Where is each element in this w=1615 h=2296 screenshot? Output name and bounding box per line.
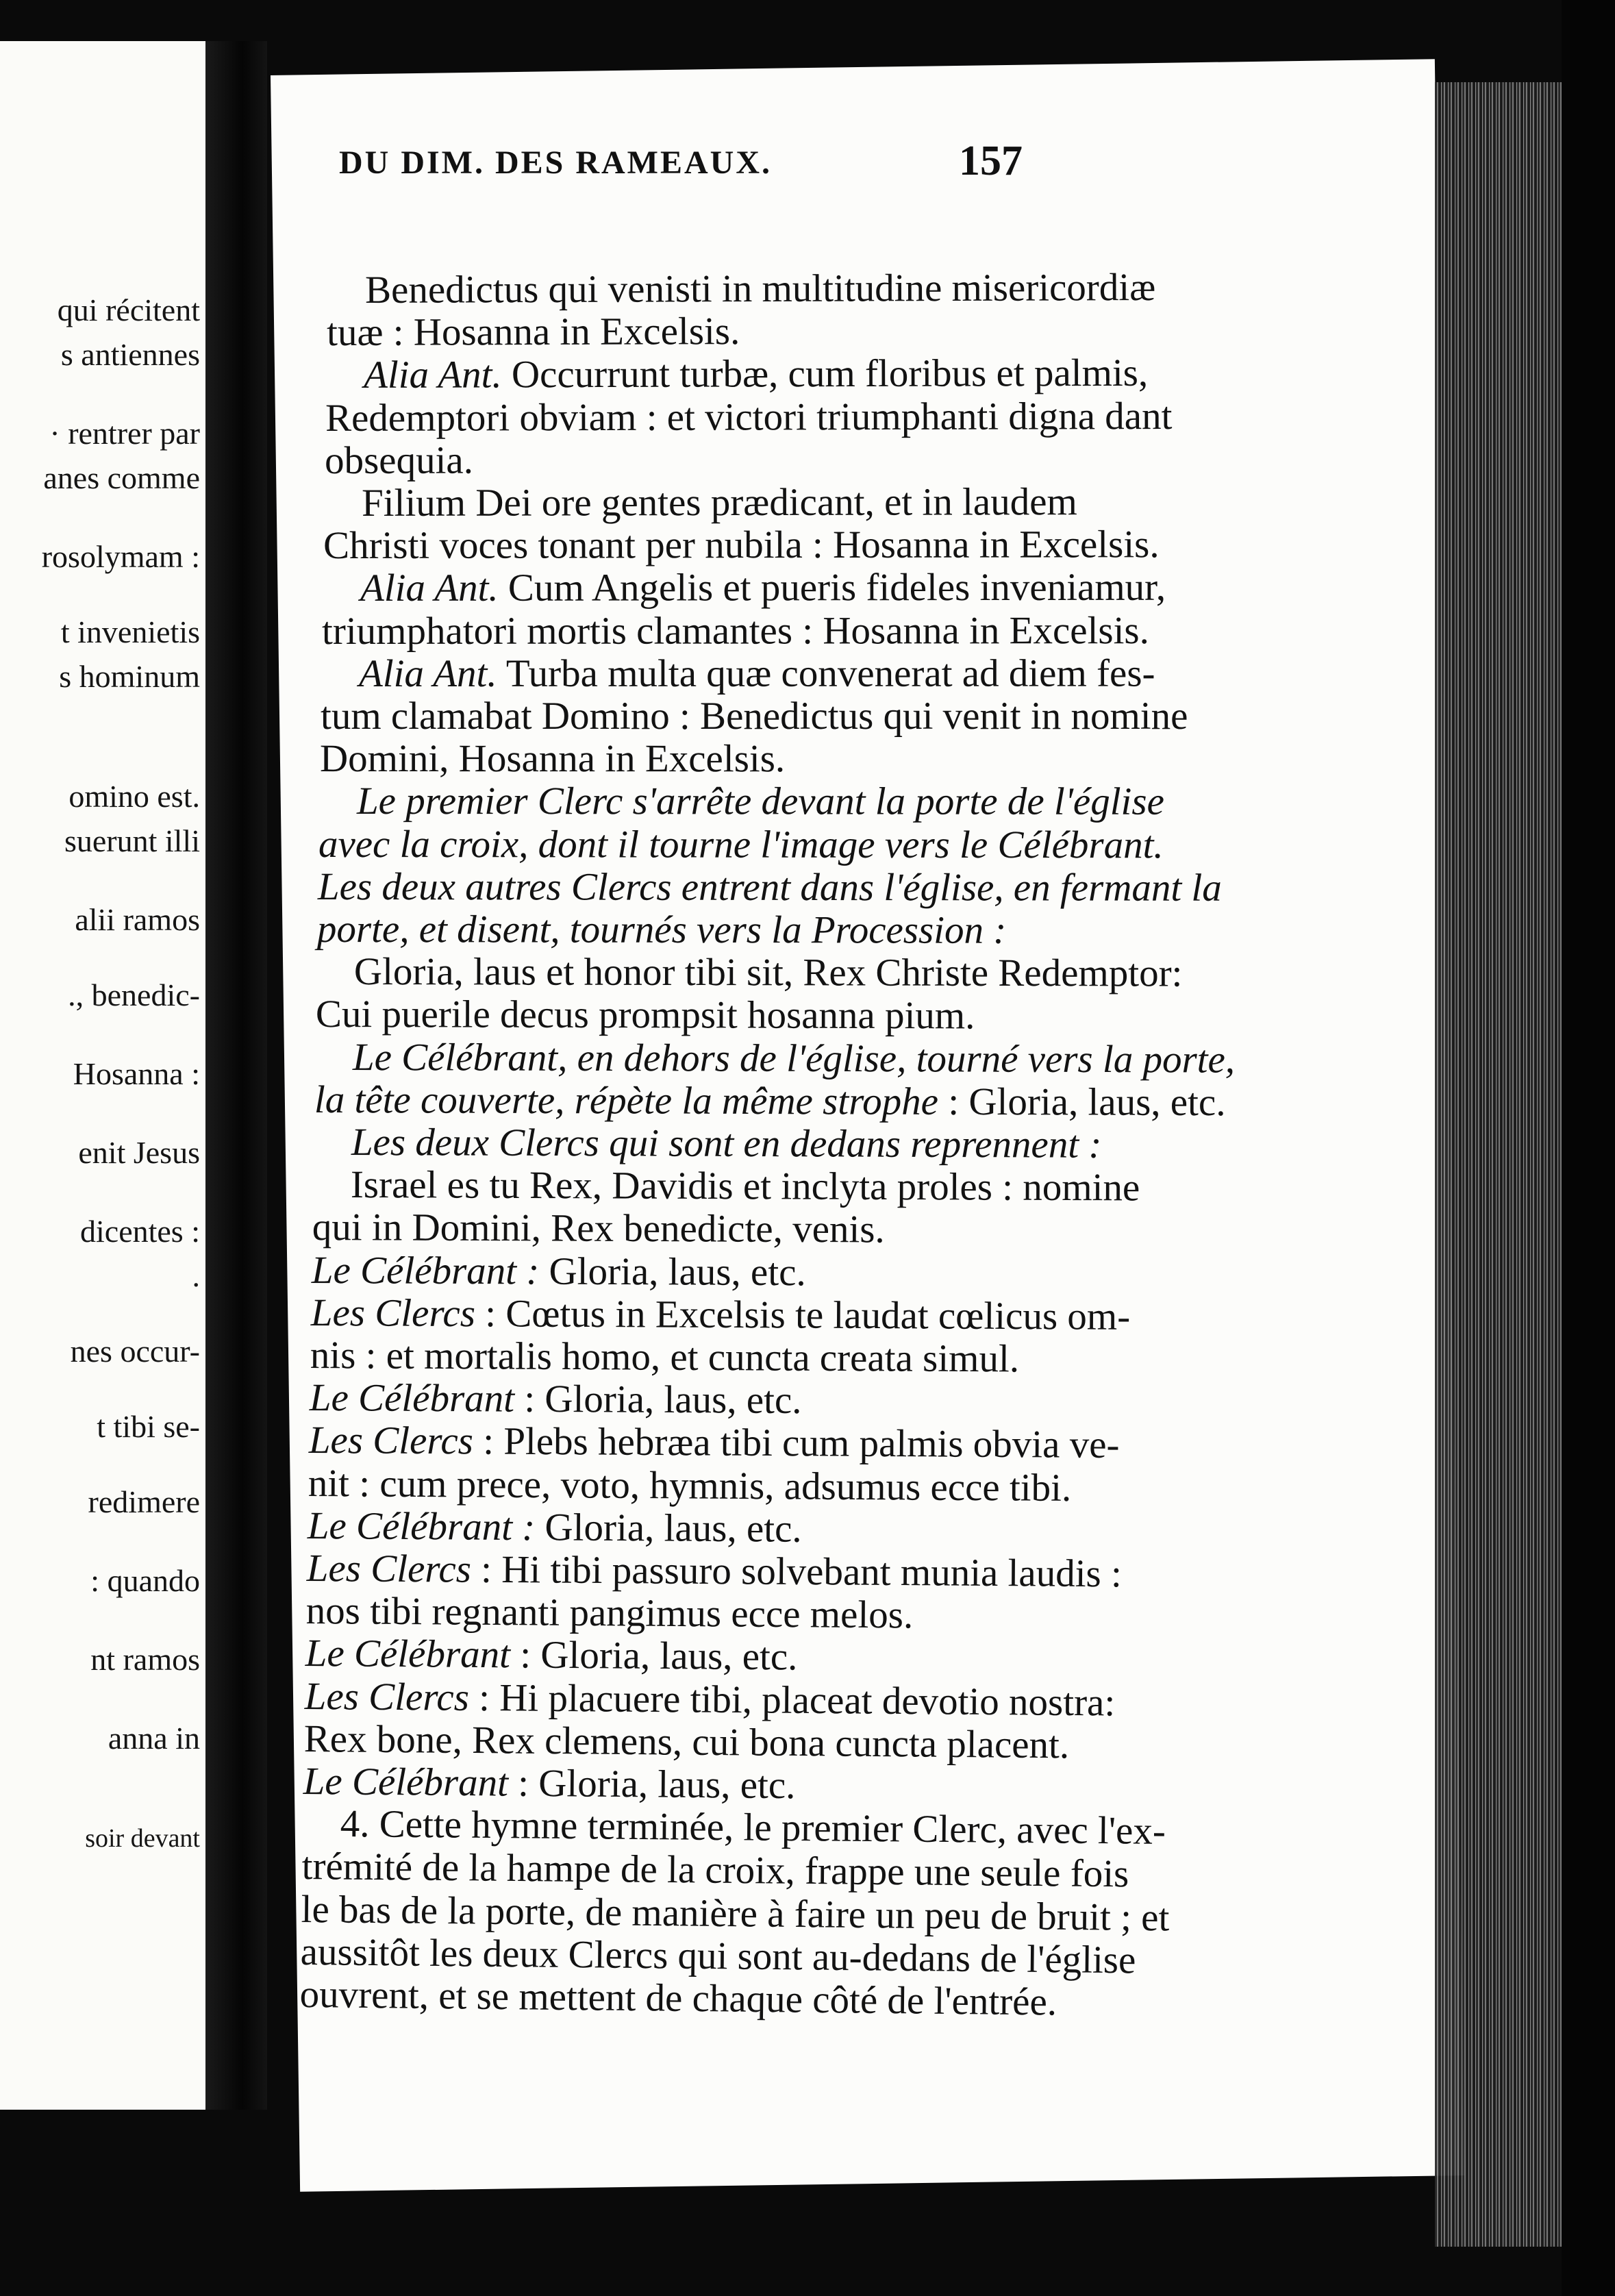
rubric-label: la tête couverte, répète la même strophe bbox=[314, 1077, 939, 1123]
text-line bbox=[351, 1123, 1102, 1164]
text-line bbox=[309, 1376, 802, 1423]
left-page-line: nt ramos bbox=[90, 1642, 200, 1677]
rubric-label: Le Célébrant : bbox=[311, 1248, 540, 1293]
text-line bbox=[312, 1208, 885, 1249]
text-line bbox=[317, 910, 1006, 950]
line-text: tuæ : Hosanna in Excelsis. bbox=[326, 310, 740, 355]
text-line bbox=[303, 1760, 796, 1808]
left-page-line: suerunt illi bbox=[64, 823, 200, 858]
left-page-line: s hominum bbox=[59, 659, 200, 694]
left-page-line: : quando bbox=[90, 1563, 200, 1598]
left-page-line: nes occur- bbox=[70, 1334, 200, 1369]
text-line bbox=[324, 438, 474, 482]
rubric-label: Le premier Clerc s'arrête devant la porte de l'église bbox=[356, 779, 1164, 824]
text-line bbox=[364, 353, 1148, 395]
text-line bbox=[321, 697, 1188, 736]
text-line bbox=[301, 1887, 1170, 1939]
line-text: Cum Angelis et pueris fideles inveniamur, bbox=[498, 566, 1166, 610]
rubric-label: Alia Ant. bbox=[358, 651, 497, 695]
line-text: le bas de la porte, de manière à faire un peu de bruit ; et bbox=[301, 1887, 1170, 1939]
line-text: Occurrunt turbæ, cum floribus et palmis, bbox=[501, 351, 1149, 397]
left-page-line: alii ramos bbox=[75, 902, 200, 937]
left-page-line: ., benedic- bbox=[68, 977, 200, 1012]
line-text: Gloria, laus et honor tibi sit, Rex Christe Redemptor: bbox=[353, 950, 1183, 995]
text-line bbox=[323, 523, 1160, 568]
rubric-label: Le Célébrant bbox=[305, 1632, 511, 1677]
left-page bbox=[0, 41, 208, 2110]
rubric-label: Les deux autres Clercs entrent dans l'église, en fermant la bbox=[317, 864, 1222, 910]
rubric-label: Le Célébrant, en dehors de l'église, tourné vers la porte, bbox=[352, 1035, 1236, 1082]
text-line bbox=[310, 1290, 1131, 1338]
text-line bbox=[306, 1547, 1123, 1596]
text-line bbox=[317, 864, 1222, 910]
text-line bbox=[304, 1674, 1116, 1725]
left-page-line: rosolymam : bbox=[41, 539, 200, 574]
text-line bbox=[362, 482, 1077, 523]
text-line bbox=[303, 1717, 1070, 1767]
line-text: : Hi tibi passuro solvebant munia laudis : bbox=[471, 1547, 1123, 1596]
line-text: Cui puerile decus prompsit hosanna pium. bbox=[315, 993, 975, 1038]
left-page-line: · rentrer par bbox=[49, 416, 200, 451]
text-line bbox=[301, 1845, 1129, 1896]
rubric-label: Le Célébrant : bbox=[307, 1503, 536, 1549]
text-line bbox=[360, 568, 1166, 608]
line-text: tum clamabat Domino : Benedictus qui venit in nomine bbox=[321, 695, 1188, 738]
line-text: Christi voces tonant per nubila : Hosanna in Excelsis. bbox=[323, 523, 1160, 568]
left-page-line: s antiennes bbox=[60, 337, 200, 372]
left-page-line: t tibi se- bbox=[97, 1409, 200, 1444]
rubric-label: Les deux Clercs qui sont en dedans reprennent : bbox=[351, 1121, 1102, 1166]
text-line bbox=[321, 608, 1149, 653]
running-head: DU DIM. DES RAMEAUX. bbox=[339, 145, 772, 181]
left-page-line: omino est. bbox=[68, 779, 200, 814]
rubric-label: Les Clercs bbox=[310, 1290, 476, 1335]
page-edges bbox=[1435, 82, 1572, 2247]
left-page-line: dicentes : bbox=[80, 1214, 200, 1249]
left-page-line: soir devant bbox=[85, 1824, 200, 1853]
text-line bbox=[350, 1163, 1140, 1210]
text-line bbox=[354, 952, 1183, 993]
scan-border bbox=[1562, 0, 1615, 2296]
text-line bbox=[364, 265, 1156, 312]
left-page-line: anes comme bbox=[43, 460, 200, 495]
rubric-label: Alia Ant. bbox=[363, 353, 502, 397]
page-number: 157 bbox=[959, 138, 1023, 184]
left-page-line: qui récitent bbox=[57, 292, 200, 327]
rubric-label: Les Clercs bbox=[306, 1547, 472, 1591]
rubric-label: Alia Ant. bbox=[360, 566, 499, 610]
line-text: 4. Cette hymne terminée, le premier Clerc, avec l'ex- bbox=[340, 1802, 1166, 1854]
text-line bbox=[326, 310, 740, 355]
text-line bbox=[352, 1035, 1236, 1082]
line-text: nos tibi regnanti pangimus ecce melos. bbox=[305, 1589, 914, 1637]
line-text: Domini, Hosanna in Excelsis. bbox=[319, 737, 786, 781]
line-text: obsequia. bbox=[324, 438, 474, 482]
text-line bbox=[307, 1503, 802, 1551]
left-page-line: anna in bbox=[108, 1721, 200, 1756]
text-line bbox=[308, 1419, 1120, 1467]
rubric-label: Les Clercs bbox=[308, 1419, 474, 1463]
text-line bbox=[315, 993, 975, 1038]
rubric-label: Le Célébrant bbox=[309, 1376, 515, 1421]
text-line bbox=[308, 1461, 1072, 1510]
rubric-label: porte, et disent, tournés vers la Procession : bbox=[316, 908, 1007, 952]
line-text: nit : cum prece, voto, hymnis, adsumus ecce tibi. bbox=[308, 1461, 1072, 1510]
line-text: triumphatori mortis clamantes : Hosanna in Excelsis. bbox=[321, 608, 1149, 653]
line-text: Israel es tu Rex, Davidis et inclyta proles : nomine bbox=[350, 1163, 1140, 1210]
text-line bbox=[299, 1975, 1057, 2022]
line-text: : Gloria, laus, etc. bbox=[938, 1080, 1226, 1124]
line-text: : Gloria, laus, etc. bbox=[510, 1633, 798, 1679]
text-line bbox=[300, 1932, 1136, 1980]
text-line bbox=[311, 1248, 806, 1294]
line-text: Benedictus qui venisti in multitudine misericordiæ bbox=[364, 265, 1156, 312]
rubric-label: avec la croix, dont il tourne l'image vers le Célébrant. bbox=[318, 822, 1164, 866]
text-line bbox=[305, 1589, 914, 1637]
rubric-label: Le Célébrant bbox=[303, 1760, 509, 1805]
line-text: : Plebs hebræa tibi cum palmis obvia ve- bbox=[473, 1419, 1120, 1467]
line-text: nis : et mortalis homo, et cuncta creata simul. bbox=[310, 1334, 1020, 1381]
line-text: : Gloria, laus, etc. bbox=[508, 1761, 796, 1808]
left-page-line: t invenietis bbox=[60, 614, 200, 649]
text-line bbox=[325, 394, 1173, 440]
text-line bbox=[358, 651, 1155, 695]
text-line bbox=[319, 737, 786, 781]
text-line bbox=[318, 822, 1164, 866]
line-text: aussitôt les deux Clercs qui sont au-dedans de l'église bbox=[300, 1930, 1136, 1982]
line-text: : Cœtus in Excelsis te laudat cœlicus om- bbox=[475, 1291, 1131, 1338]
line-text: : Hi placuere tibi, placeat devotio nostra: bbox=[468, 1675, 1116, 1725]
line-text: qui in Domini, Rex benedicte, venis. bbox=[312, 1206, 885, 1251]
line-text: ouvrent, et se mettent de chaque côté de l'entrée. bbox=[299, 1973, 1057, 2024]
book-gutter bbox=[205, 41, 267, 2110]
line-text: Gloria, laus, etc. bbox=[535, 1506, 802, 1551]
left-page-line: redimere bbox=[88, 1484, 200, 1519]
line-text: Rex bone, Rex clemens, cui bona cuncta placent. bbox=[303, 1717, 1070, 1767]
line-text: Redemptori obviam : et victori triumphanti digna dant bbox=[325, 394, 1173, 440]
text-line bbox=[314, 1077, 1226, 1124]
line-text: Turba multa quæ convenerat ad diem fes- bbox=[497, 651, 1155, 695]
left-page-line: enit Jesus bbox=[78, 1135, 200, 1170]
left-page-line: Hosanna : bbox=[73, 1056, 200, 1091]
left-page-line: . bbox=[192, 1258, 200, 1293]
line-text: : Gloria, laus, etc. bbox=[514, 1377, 802, 1423]
line-text: Gloria, laus, etc. bbox=[539, 1249, 806, 1294]
text-line bbox=[340, 1802, 1166, 1854]
rubric-label: Les Clercs bbox=[304, 1674, 470, 1719]
text-line bbox=[356, 779, 1164, 824]
text-line bbox=[310, 1334, 1020, 1381]
text-line bbox=[305, 1634, 798, 1677]
line-text: trémité de la hampe de la croix, frappe une seule fois bbox=[301, 1845, 1129, 1896]
line-text: Filium Dei ore gentes prædicant, et in laudem bbox=[361, 480, 1077, 525]
